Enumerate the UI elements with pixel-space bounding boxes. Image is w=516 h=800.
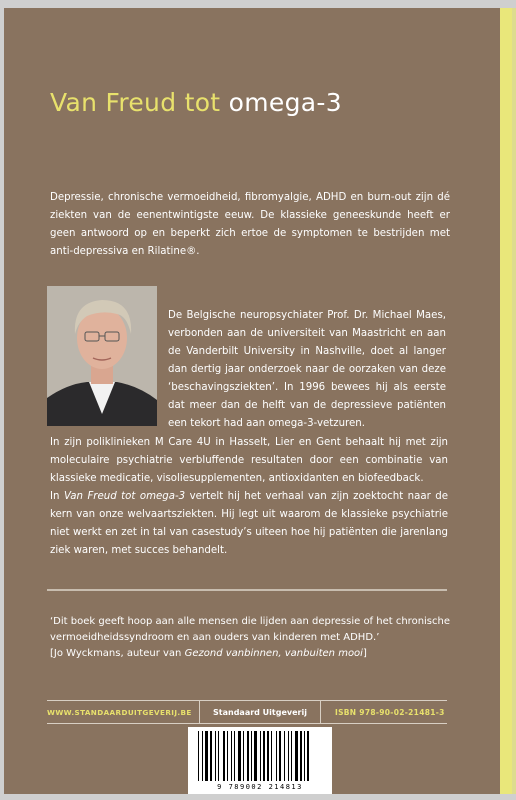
intro-paragraph: Depressie, chronische vermoeidheid, fibromyalgie, ADHD en burn-out zijn dé ziekten van de eenentwintigste eeuw. De klassieke geneeskunde heeft er geen antwoord op en beperkt zich ertoe de symptomen te bestrijden met anti-depressiva en Rilatine®. <box>50 192 450 257</box>
bio-p3-rest: vertelt hij het verhaal van zijn zoektocht naar de kern van onze welvaartsziekten. Hij legt uit waarom de klassieke psychiatrie niet werkt en zet in tal van casestudy’s uiteen hoe hij patiënten die jarenlang ziek waren, met succes behandelt. <box>50 491 449 556</box>
endorsement-quote <box>50 614 450 662</box>
bio-paragraph-book <box>50 488 448 560</box>
bio-p3-prefix: In <box>50 491 60 502</box>
quote-attribution <box>50 646 450 662</box>
barcode-number: 9 789002 214813 <box>217 783 303 791</box>
attribution-book-title: Gezond vanbinnen, vanbuiten mooi <box>184 648 363 659</box>
attribution-suffix: ] <box>362 648 367 659</box>
book-title-italic: Van Freud tot omega-3 <box>63 491 186 502</box>
book-spine <box>500 8 512 794</box>
quote-text: ‘Dit boek geeft hoop aan alle mensen die lijden aan depressie of het chronische vermoeidheidssyndroom en aan ouders van kinderen met ADHD.’ <box>50 616 451 643</box>
author-bio-body <box>50 434 448 560</box>
publisher-footer <box>47 700 447 724</box>
divider <box>47 589 447 591</box>
publisher-name: Standaard Uitgeverij <box>213 707 307 717</box>
book-title <box>50 88 342 117</box>
spine-edge <box>512 8 516 794</box>
bio-paragraph-clinics: In zijn poliklinieken M Care 4U in Hasselt, Lier en Gent behaalt hij met zijn moleculaire psychiatrie verbluffende resultaten door een combinatie van klassieke medicatie, visoliesupplementen, antioxidanten en biofeedback. <box>50 437 448 484</box>
isbn: ISBN 978-90-02-21481-3 <box>335 707 445 717</box>
attribution-prefix: [Jo Wyckmans, auteur van <box>50 648 182 659</box>
title-part-1: Van Freud tot <box>50 88 221 117</box>
barcode <box>188 727 332 794</box>
title-part-2: omega-3 <box>228 88 342 117</box>
barcode-bars <box>188 727 332 785</box>
author-bio-intro: De Belgische neuropsychiater Prof. Dr. Michael Maes, verbonden aan de universiteit van Maastricht en aan de Vanderbilt University in Nashville, doet al langer dan dertig jaar onderzoek naar de oorzaken van deze ‘beschavingsziekten’. In 1996 bewees hij als eerste dat meer dan de helft van de depressieve patiënten een tekort had aan omega-3-vetzuren. <box>168 310 446 429</box>
publisher-url: WWW.STANDAARDUITGEVERIJ.BE <box>47 707 192 717</box>
author-photo <box>47 286 157 426</box>
